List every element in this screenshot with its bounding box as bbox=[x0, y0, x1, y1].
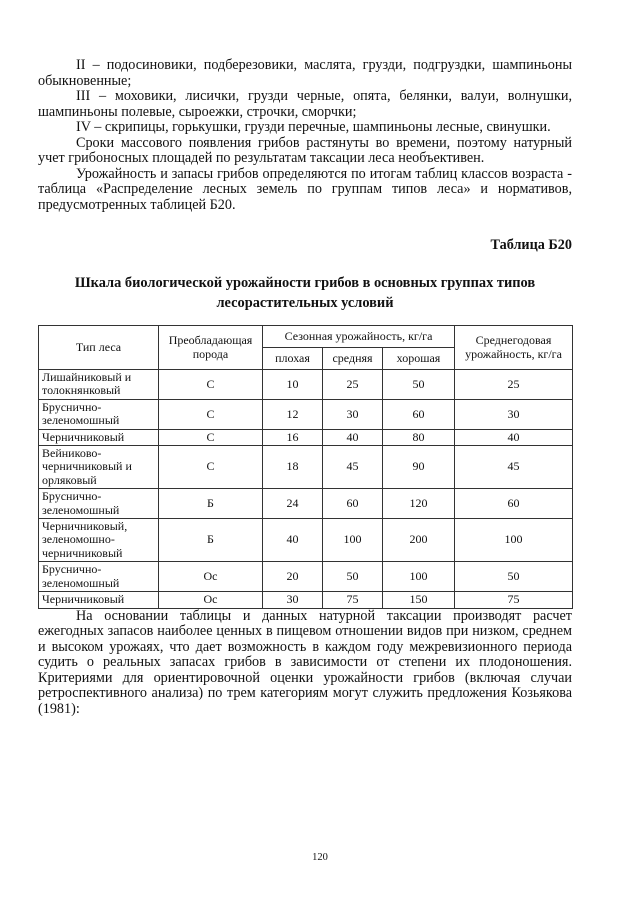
paragraph-group-iii: III – моховики, лисички, грузди черные, опята, белянки, валуи, волнушки, шампиньоны полевые, сыроежки, строчки, сморчки; bbox=[38, 88, 572, 120]
cell-poor: 18 bbox=[263, 446, 323, 489]
cell-medium: 25 bbox=[323, 370, 383, 400]
cell-poor: 10 bbox=[263, 370, 323, 400]
cell-medium: 50 bbox=[323, 562, 383, 592]
table-row bbox=[39, 399, 573, 429]
cell-species: С bbox=[159, 399, 263, 429]
cell-medium: 40 bbox=[323, 429, 383, 445]
cell-species: Ос bbox=[159, 592, 263, 608]
cell-poor: 12 bbox=[263, 399, 323, 429]
cell-forest-type: Бруснично-зеленомошный bbox=[39, 562, 159, 592]
cell-poor: 40 bbox=[263, 519, 323, 562]
cell-average: 50 bbox=[455, 562, 573, 592]
cell-species: С bbox=[159, 370, 263, 400]
cell-good: 50 bbox=[383, 370, 455, 400]
table-number: Таблица Б20 bbox=[490, 237, 572, 253]
table-row bbox=[39, 592, 573, 608]
cell-average: 25 bbox=[455, 370, 573, 400]
header-seasonal-yield: Сезонная урожайность, кг/га bbox=[263, 326, 455, 348]
document-page bbox=[38, 58, 572, 717]
cell-average: 40 bbox=[455, 429, 573, 445]
cell-forest-type: Черничниковый bbox=[39, 592, 159, 608]
cell-forest-type: Черничниковый bbox=[39, 429, 159, 445]
paragraph-group-iv: IV – скрипицы, горькушки, грузди перечные, шампиньоны лесные, свинушки. bbox=[76, 119, 551, 135]
cell-medium: 30 bbox=[323, 399, 383, 429]
cell-species: С bbox=[159, 446, 263, 489]
cell-species: Б bbox=[159, 489, 263, 519]
table-row bbox=[39, 429, 573, 445]
cell-good: 200 bbox=[383, 519, 455, 562]
cell-average: 30 bbox=[455, 399, 573, 429]
yield-table bbox=[38, 325, 573, 609]
cell-poor: 16 bbox=[263, 429, 323, 445]
paragraph-timing: Сроки массового появления грибов растянуты во времени, поэтому натурный учет грибоносных площадей по результатам таксации леса необъективен. bbox=[38, 134, 572, 166]
cell-good: 90 bbox=[383, 446, 455, 489]
header-medium: средняя bbox=[323, 348, 383, 370]
cell-average: 100 bbox=[455, 519, 573, 562]
table-row bbox=[39, 519, 573, 562]
cell-medium: 45 bbox=[323, 446, 383, 489]
paragraph-calculation: На основании таблицы и данных натурной таксации производят расчет ежегодных запасов наиболее ценных в пищевом отношении видов при низком, среднем и высоком урожаях, что дает возможность в каждом году межревизионного периода судить о реальных запасах грибов в зависимости от степени их плодоношения. Критериями для ориентировочной оценки урожайности грибов (включая случаи ретроспективного анализа) по трем категориям могут служить предложения Козьякова (1981): bbox=[38, 607, 572, 717]
cell-average: 75 bbox=[455, 592, 573, 608]
cell-medium: 100 bbox=[323, 519, 383, 562]
cell-forest-type: Бруснично-зеленомошный bbox=[39, 489, 159, 519]
header-dominant-species: Преобладающая порода bbox=[159, 326, 263, 370]
cell-good: 80 bbox=[383, 429, 455, 445]
header-forest-type: Тип леса bbox=[39, 326, 159, 370]
cell-good: 60 bbox=[383, 399, 455, 429]
paragraph-group-ii: II – подосиновики, подберезовики, маслята, грузди, подгруздки, шампиньоны обыкновенные; bbox=[38, 57, 572, 89]
cell-average: 60 bbox=[455, 489, 573, 519]
cell-medium: 75 bbox=[323, 592, 383, 608]
table-row bbox=[39, 446, 573, 489]
header-poor: плохая bbox=[263, 348, 323, 370]
table-row bbox=[39, 489, 573, 519]
cell-poor: 24 bbox=[263, 489, 323, 519]
cell-forest-type: Лишайниковый и толокнянковый bbox=[39, 370, 159, 400]
paragraph-yield-method: Урожайность и запасы грибов определяются по итогам таблиц классов возраста - таблица «Распределение лесных земель по группам типов леса» и нормативов, предусмотренных таблицей Б20. bbox=[38, 165, 572, 213]
cell-good: 150 bbox=[383, 592, 455, 608]
header-average-annual: Среднегодовая урожайность, кг/га bbox=[455, 326, 573, 370]
table-row bbox=[39, 562, 573, 592]
cell-forest-type: Вейниково-черничниковый и орляковый bbox=[39, 446, 159, 489]
cell-forest-type: Черничниковый, зеленомошно-черничниковый bbox=[39, 519, 159, 562]
cell-poor: 30 bbox=[263, 592, 323, 608]
cell-average: 45 bbox=[455, 446, 573, 489]
cell-species: С bbox=[159, 429, 263, 445]
header-good: хорошая bbox=[383, 348, 455, 370]
cell-good: 120 bbox=[383, 489, 455, 519]
table-row bbox=[39, 370, 573, 400]
cell-good: 100 bbox=[383, 562, 455, 592]
table-title: Шкала биологической урожайности грибов в основных группах типов лесорастительных условий bbox=[74, 275, 536, 311]
cell-medium: 60 bbox=[323, 489, 383, 519]
page-number: 120 bbox=[312, 852, 328, 863]
cell-species: Б bbox=[159, 519, 263, 562]
cell-forest-type: Бруснично-зеленомошный bbox=[39, 399, 159, 429]
cell-species: Ос bbox=[159, 562, 263, 592]
cell-poor: 20 bbox=[263, 562, 323, 592]
